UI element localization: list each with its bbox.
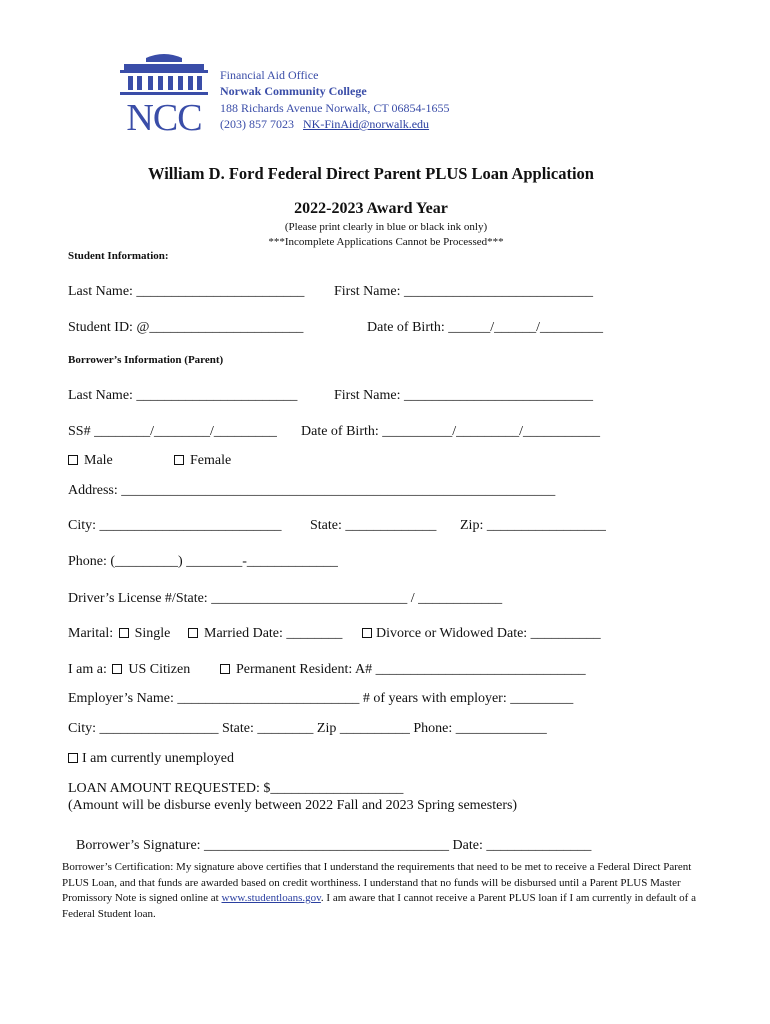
borrower-first-name-field[interactable]: First Name: ___________________________ xyxy=(334,388,593,403)
borrower-dob-field[interactable]: Date of Birth: __________/_________/___________ xyxy=(301,424,601,439)
logo-text: NCC xyxy=(126,97,202,134)
female-checkbox[interactable] xyxy=(174,455,184,465)
borrower-certification xyxy=(62,860,702,922)
single-label: Single xyxy=(134,626,171,641)
certification-text: Borrower’s Certification: My signature above certifies that I understand the requirements that need to be met to receive a Federal Direct Parent PLUS Loan, and that funds are awarded based on credit worthiness. I understand that no funds will be disbursed until a Parent PLUS Master Promissory Note is signed online at xyxy=(62,861,692,904)
married-option[interactable] xyxy=(188,626,342,642)
borrower-last-name-field[interactable]: Last Name: _______________________ xyxy=(68,388,298,403)
citizenship-row xyxy=(68,662,190,678)
student-id-field[interactable]: Student ID: @______________________ xyxy=(68,320,304,335)
divorce-checkbox[interactable] xyxy=(362,628,372,638)
unemployed-option[interactable] xyxy=(68,751,234,767)
certification-text-end: . I am aware that I cannot receive a Parent PLUS loan if I am currently in default of a Federal Student loan. xyxy=(62,892,696,920)
loan-amount-field[interactable]: LOAN AMOUNT REQUESTED: $___________________ xyxy=(68,781,404,796)
student-last-name-field[interactable]: Last Name: ________________________ xyxy=(68,284,305,299)
male-checkbox[interactable] xyxy=(68,455,78,465)
incomplete-note: ***Incomplete Applications Cannot be Processed*** xyxy=(268,236,504,248)
unemployed-checkbox[interactable] xyxy=(68,753,78,763)
female-label: Female xyxy=(190,453,232,468)
loan-amount-note: (Amount will be disburse evenly between 2022 Fall and 2023 Spring semesters) xyxy=(68,798,518,813)
employer-city-row[interactable]: City: _________________ State: ________ Zip __________ Phone: _____________ xyxy=(68,721,547,736)
form-title: William D. Ford Federal Direct Parent PLUS Loan Application xyxy=(148,164,594,183)
male-option[interactable] xyxy=(68,453,113,469)
single-checkbox[interactable] xyxy=(119,628,129,638)
student-dob-field[interactable]: Date of Birth: ______/______/_________ xyxy=(367,320,604,335)
male-label: Male xyxy=(84,453,113,468)
divorce-option[interactable] xyxy=(362,626,601,642)
iam-label: I am a: xyxy=(68,662,107,677)
marital-row xyxy=(68,626,170,642)
city-field[interactable]: City: __________________________ xyxy=(68,518,282,533)
contact-line xyxy=(220,117,429,132)
resident-option[interactable] xyxy=(220,662,586,678)
employer-field[interactable]: Employer’s Name: __________________________ # of years with employer: _________ xyxy=(68,691,574,706)
student-info-heading: Student Information: xyxy=(68,250,169,262)
student-first-name-field[interactable]: First Name: ___________________________ xyxy=(334,284,593,299)
state-field[interactable]: State: _____________ xyxy=(310,518,437,533)
ncc-logo xyxy=(118,52,210,134)
ink-note: (Please print clearly in blue or black ink only) xyxy=(284,221,488,233)
college-address: 188 Richards Avenue Norwalk, CT 06854-1655 xyxy=(220,101,450,115)
resident-field[interactable]: Permanent Resident: A# ______________________________ xyxy=(236,662,586,677)
married-checkbox[interactable] xyxy=(188,628,198,638)
zip-field[interactable]: Zip: _________________ xyxy=(460,518,606,533)
ssn-field[interactable]: SS# ________/________/_________ xyxy=(68,424,277,439)
female-option[interactable] xyxy=(174,453,231,469)
unemployed-label: I am currently unemployed xyxy=(82,751,235,766)
college-name: Norwak Community College xyxy=(220,84,367,98)
drivers-license-field[interactable]: Driver’s License #/State: ____________________________ / ____________ xyxy=(68,591,503,606)
married-date-field[interactable]: Married Date: ________ xyxy=(204,626,343,641)
borrower-info-heading: Borrower’s Information (Parent) xyxy=(68,354,224,366)
office-name: Financial Aid Office xyxy=(220,68,319,82)
signature-row[interactable]: Borrower’s Signature: ___________________________________ Date: _______________ xyxy=(76,838,592,853)
us-citizen-checkbox[interactable] xyxy=(112,664,122,674)
studentloans-link[interactable]: www.studentloans.gov xyxy=(221,892,321,904)
college-phone: (203) 857 7023 xyxy=(220,117,294,131)
phone-field[interactable]: Phone: (_________) ________-_____________ xyxy=(68,554,338,569)
resident-checkbox[interactable] xyxy=(220,664,230,674)
address-field[interactable]: Address: ______________________________________________________________ xyxy=(68,483,556,498)
award-year: 2022-2023 Award Year xyxy=(294,200,448,217)
marital-label: Marital: xyxy=(68,626,114,641)
divorce-date-field[interactable]: Divorce or Widowed Date: __________ xyxy=(376,626,601,641)
email-link[interactable]: NK-FinAid@norwalk.edu xyxy=(303,117,430,131)
us-citizen-label: US Citizen xyxy=(128,662,191,677)
